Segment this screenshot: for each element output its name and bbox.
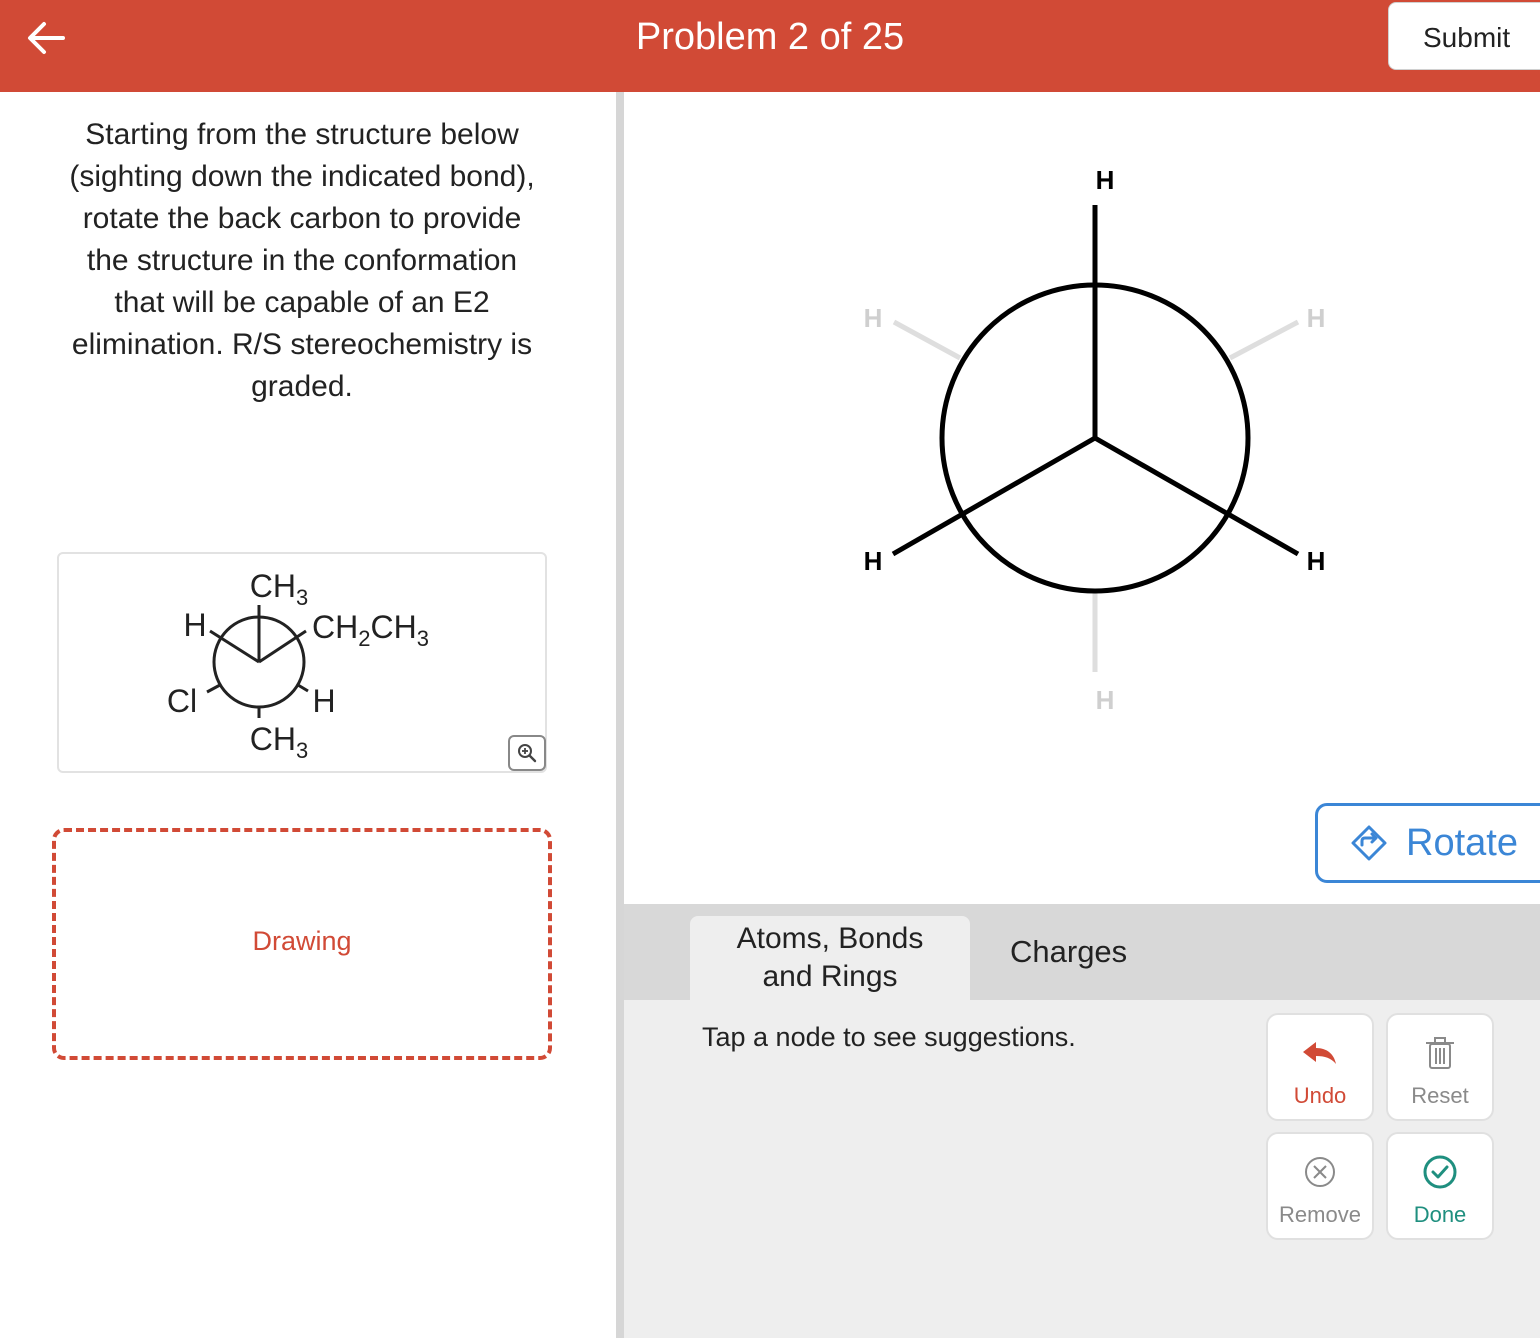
problem-prompt xyxy=(40,114,564,408)
front-bond-right[interactable] xyxy=(1095,438,1298,554)
rotate-label: Rotate xyxy=(1406,821,1518,864)
prompt-line: elimination. R/S stereochemistry is xyxy=(71,328,533,361)
tab-atoms-bonds-rings[interactable] xyxy=(690,916,970,1000)
atom-label-back-left[interactable]: H xyxy=(863,303,883,333)
reference-structure-card xyxy=(57,552,547,773)
prompt-line: that will be capable of an E2 xyxy=(114,286,490,319)
prompt-line: the structure in the conformation xyxy=(86,244,518,277)
close-circle-icon xyxy=(1300,1152,1340,1192)
reference-front-left-label: H xyxy=(183,607,207,643)
remove-label: Remove xyxy=(1279,1202,1361,1227)
tab-atoms-label-line2: and Rings xyxy=(762,960,898,993)
trash-icon xyxy=(1420,1033,1460,1073)
tab-atoms-label-line1: Atoms, Bonds xyxy=(736,922,924,955)
zoom-in-icon xyxy=(517,743,537,763)
drawing-canvas[interactable] xyxy=(624,92,1540,904)
atom-label-back-right[interactable]: H xyxy=(1306,303,1326,333)
back-bond-right[interactable] xyxy=(1230,322,1298,358)
prompt-line: Starting from the structure below xyxy=(85,118,519,151)
reset-label: Reset xyxy=(1411,1083,1469,1108)
done-button[interactable] xyxy=(1386,1132,1494,1240)
newman-projection-reference xyxy=(59,554,545,771)
suggestion-hint: Tap a node to see suggestions. xyxy=(702,1022,1076,1052)
remove-button[interactable] xyxy=(1266,1132,1374,1240)
reference-back-right-label: H xyxy=(312,683,336,719)
submit-button[interactable]: Submit xyxy=(1388,2,1540,70)
panel-divider xyxy=(616,92,624,1338)
back-bond-left[interactable] xyxy=(894,322,960,358)
prompt-line: rotate the back carbon to provide xyxy=(82,202,522,235)
undo-button[interactable] xyxy=(1266,1013,1374,1121)
reference-back-left-label: Cl xyxy=(166,683,198,719)
prompt-line: (sighting down the indicated bond), xyxy=(69,160,535,193)
page-title: Problem 2 of 25 xyxy=(635,16,905,58)
reset-button[interactable] xyxy=(1386,1013,1494,1121)
tab-charges[interactable]: Charges xyxy=(1010,934,1128,969)
rotate-icon xyxy=(1348,822,1390,864)
newman-projection-editor xyxy=(624,92,1540,904)
front-bond-left[interactable] xyxy=(893,438,1095,554)
undo-label: Undo xyxy=(1293,1083,1347,1108)
drawing-area[interactable] xyxy=(52,828,552,1060)
atom-label-back-bottom[interactable]: H xyxy=(1095,685,1115,715)
reference-top-label: $CH_3$ xyxy=(249,568,309,610)
done-label: Done xyxy=(1413,1202,1467,1227)
undo-icon xyxy=(1300,1033,1340,1073)
zoom-button[interactable] xyxy=(508,735,546,771)
drawing-label: Drawing xyxy=(252,925,352,956)
atom-label-front-top[interactable]: H xyxy=(1095,165,1115,195)
rotate-button[interactable] xyxy=(1315,803,1540,883)
reference-bottom-label: $CH_3$ xyxy=(249,721,309,763)
check-circle-icon xyxy=(1420,1152,1460,1192)
prompt-line: graded. xyxy=(251,370,353,403)
atom-label-front-right[interactable]: H xyxy=(1306,546,1326,576)
atom-label-front-left[interactable]: H xyxy=(863,546,883,576)
reference-front-right-label: $CH_2CH_3$ xyxy=(312,609,429,651)
